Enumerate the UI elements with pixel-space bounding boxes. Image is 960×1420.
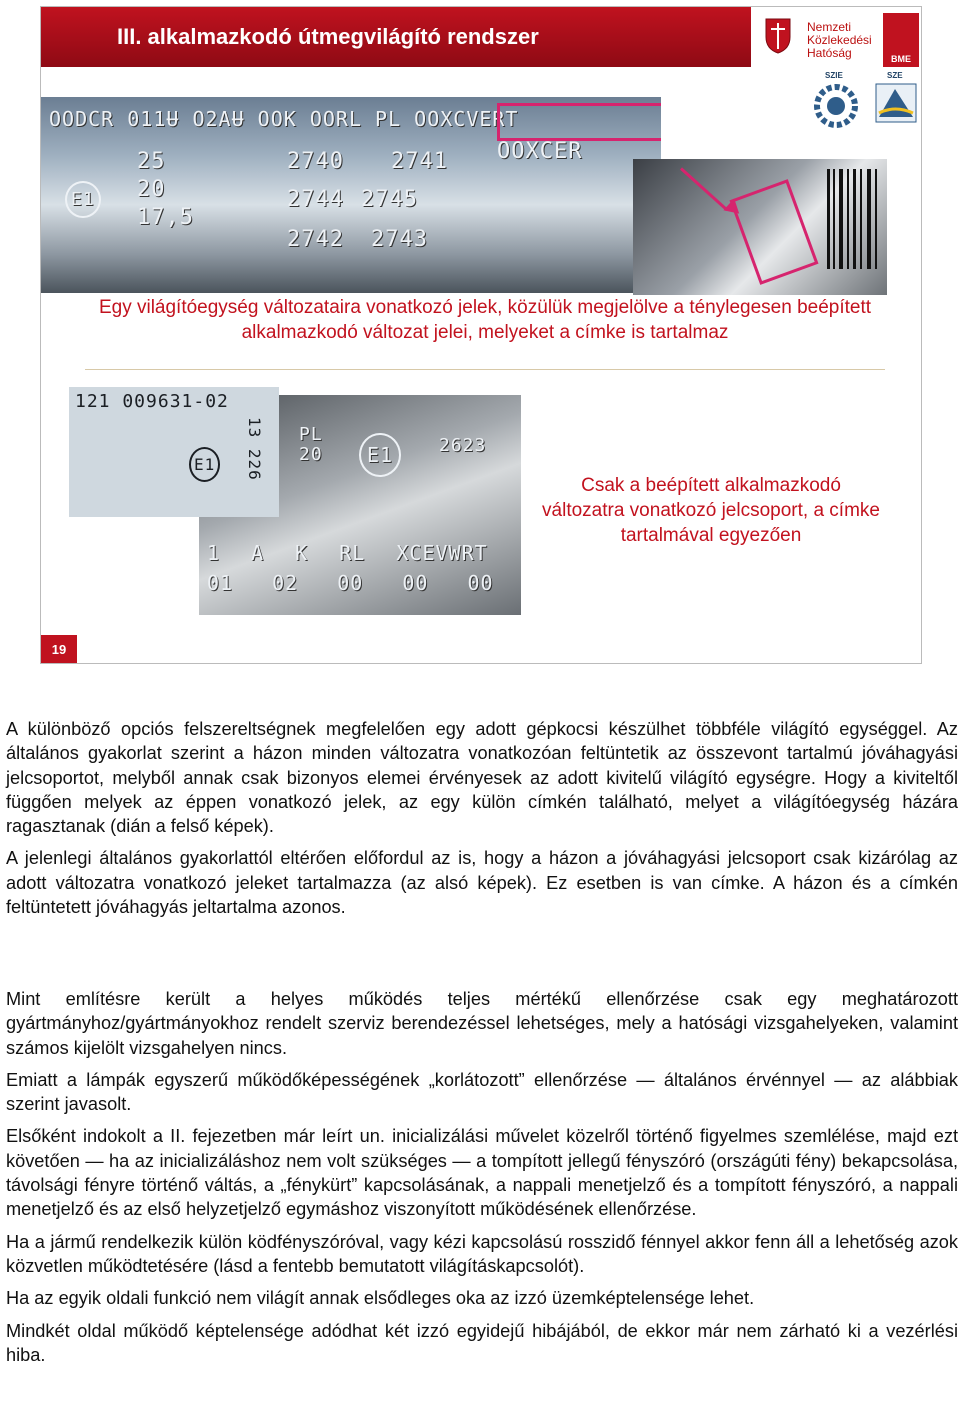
stamp-pl20: PL 20 — [299, 424, 323, 465]
bme-logo — [883, 13, 919, 67]
stamp-2743: 2743 — [371, 227, 428, 252]
stamp-e1-bottom: E1 — [359, 433, 401, 477]
label-photo-bottom — [69, 387, 279, 517]
stamp-2742: 2742 — [287, 227, 344, 252]
stamp-2745: 2745 — [361, 187, 418, 212]
label-side-number: 13 226 — [245, 417, 264, 481]
caption-top: Egy világítóegység változataira vonatkozó jelek, közülük megjelölve a ténylegesen beépített alkalmazkodó változat jelei, melyeket a címke is tartalmaz — [98, 297, 872, 343]
stamp-2740: 2740 — [287, 149, 344, 174]
slide-header — [41, 7, 751, 67]
body-text-2 — [6, 987, 958, 1367]
szie-label: SZIE — [825, 71, 843, 80]
housing-photo-top — [41, 97, 661, 293]
stamp-row1: OODCR 011Ʉ O2AɄ OOK OORL PL OOXCVERT — [49, 107, 519, 131]
stamp-e1: E1 — [65, 181, 101, 218]
nkh-line2: Közlekedési — [807, 33, 872, 47]
paragraph-7: Ha az egyik oldali funkció nem világít annak elsődleges oka az izzó üzemképtelensége lehet. — [6, 1288, 755, 1309]
highlight-box-label — [729, 179, 818, 285]
paragraph-3: Mint említésre került a helyes működés teljes mértékű ellenőrzése csak egy meghatározott gyártmányhoz/gyártmányokhoz rendelt szerviz berendezéssel lehetséges, mely a hatósági vizsgahelyeken, valamint számos kijelölt vizsgahelyen nincs. — [6, 989, 958, 1058]
slide-title: III. alkalmazkodó útmegvilágító rendszer — [117, 24, 539, 49]
barcode-icon — [823, 169, 883, 279]
paragraph-8: Mindkét oldal működő képtelensége adódhat két izzó egyidejű hibájából, de ekkor már nem zárható ki a vezérlési hiba. — [6, 1320, 958, 1365]
paragraph-6: Ha a jármű rendelkezik külön ködfényszóróval, vagy kézi kapcsolású rosszidő fénnyel akkor fenn áll a lehetőség azok közvetlen működtetésére (lásd a fentebb bemutatott világításkapcsolót). — [6, 1231, 958, 1276]
paragraph-5: Elsőként indokolt a II. fejezetben már leírt un. inicializálási művelet közelről történő figyelmes szemlélése, majd ezt követően ― ha az inicializáláshoz nem volt szükséges ― a tompított jellegű fényszóró (országúti fény) bekapcsolása, távolsági fényre történő váltás, a „fénykürt” kapcsolásának, a nappali menetjelző és a tompított fényszóró, a nappali menetjelző és az első helyzetjelző egymáshoz viszonyított működésének ellenőrzése. — [6, 1126, 958, 1220]
nkh-line3: Hatóság — [807, 46, 852, 60]
stamp-25: 25 — [137, 149, 166, 174]
paragraph-1: A különböző opciós felszereltségnek megfelelően egy adott gépkocsi készülhet többféle világító egységgel. Az általános gyakorlat szerint a házon minden változatra vonatkozóan feltüntetik az összevont tartalmú jóváhagyási jelcsoportot, melyből annak csak bizonyos elemei érvényesek az adott kivitelű világító egységre. Hogy a kiviteltől függően melyek az éppen vonatkozó jelek, az egy külön címkén található, melyet a világítóegység házára ragasztanak (dián a felső képek). — [6, 719, 958, 837]
stamp-2744: 2744 — [287, 187, 344, 212]
nkh-logo — [763, 13, 883, 59]
stamp-row-values: 01 02 00 00 00 — [207, 571, 494, 595]
paragraph-4: Emiatt a lámpák egyszerű működőképességének „korlátozott” ellenőrzése ― általános érvénnyel ― az alábbiak szerint javasolt. — [6, 1069, 958, 1115]
nkh-line1: Nemzeti — [807, 20, 852, 34]
paragraph-2: A jelenlegi általános gyakorlattól eltérően előfordul az is, hogy a házon a jóváhagyási jelcsoport csak kizárólag az adott változatra vonatkozó jeleket tartalmazza (az alsó képek). Ez esetben is van címke. A házon és a címkén feltüntetett jóváhagyás jeltartalma azonos. — [6, 848, 958, 918]
caption-bottom: Csak a beépített alkalmazkodó változatra vonatkozó jelcsoport, a címke tartalmával egyezően — [542, 475, 880, 546]
sze-label: SZE — [887, 71, 903, 80]
stamp-row-letters: 1 A K RL XCEVWRT — [207, 541, 488, 565]
stamp-20: 20 — [137, 177, 166, 202]
label-e1: E1 — [189, 447, 220, 482]
stamp-row2: OOXCER — [497, 139, 583, 164]
coat-of-arms-icon — [763, 15, 793, 55]
divider — [85, 369, 885, 370]
stamp-17-5: 17,5 — [137, 205, 194, 230]
bme-label: BME — [891, 54, 911, 64]
body-text — [6, 717, 958, 919]
stamp-2741: 2741 — [391, 149, 448, 174]
logo-area — [751, 7, 922, 137]
stamp-2623: 2623 — [439, 435, 487, 456]
sze-logo-icon — [875, 83, 917, 123]
label-photo-top — [633, 159, 887, 295]
highlight-box-housing — [497, 103, 661, 141]
slide-page-number: 19 — [41, 635, 77, 664]
label-number: 121 009631-02 — [75, 391, 229, 412]
slide — [40, 6, 922, 664]
gear-icon — [813, 83, 859, 129]
